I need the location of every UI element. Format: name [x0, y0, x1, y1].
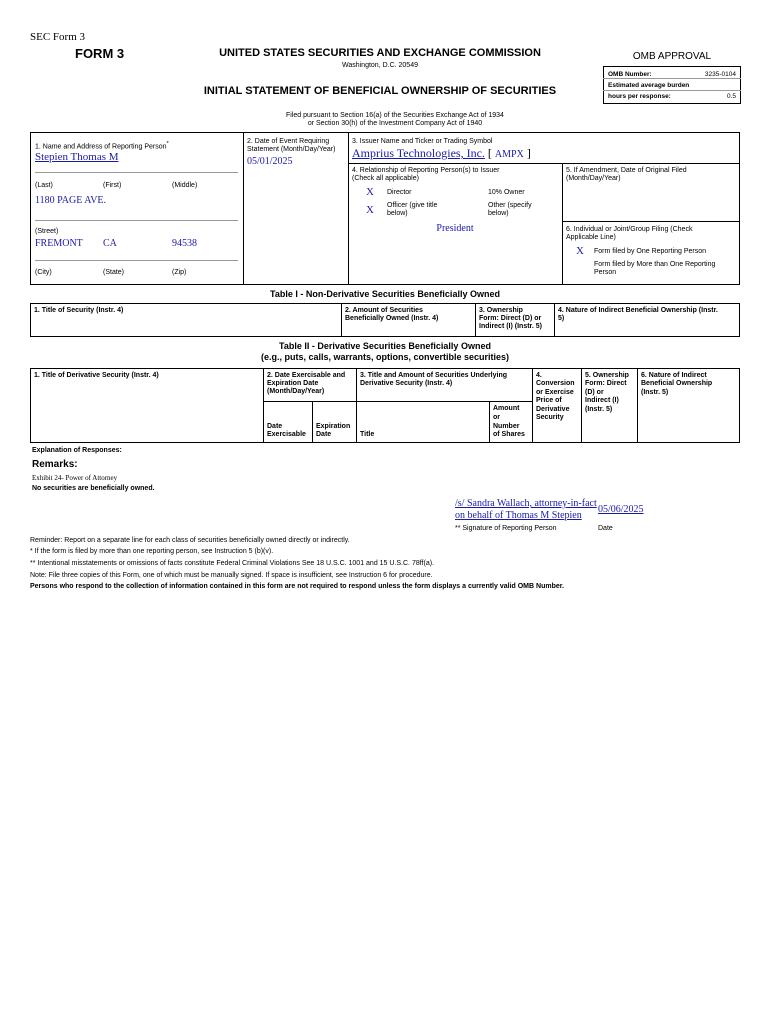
- table2-col-ownership-line1: 5. Ownership: [585, 372, 629, 379]
- first-label: (First): [103, 182, 122, 189]
- table2-col-amount-line2: or: [493, 414, 500, 421]
- table2-col-date-line1: 2. Date Exercisable and: [267, 372, 346, 379]
- table2-col-exercisable-line2: Exercisable: [267, 431, 306, 438]
- table2-col-ownership-line4: Indirect (I): [585, 397, 619, 404]
- city-label: (City): [35, 269, 52, 276]
- commission-title: UNITED STATES SECURITIES AND EXCHANGE COMMISSION: [219, 47, 541, 59]
- table2-col-conversion-line1: 4.: [536, 372, 542, 379]
- remarks-no-securities: No securities are beneficially owned.: [32, 485, 155, 492]
- explanation-of-responses: Explanation of Responses:: [32, 447, 122, 454]
- table1-col-nature-line1: 4. Nature of Indirect Beneficial Ownership (Instr.: [558, 307, 718, 314]
- table2-col-title: 1. Title of Derivative Security (Instr. 4): [34, 372, 159, 379]
- box3-label: 3. Issuer Name and Ticker or Trading Symbol: [352, 138, 493, 145]
- reporting-person-name-link[interactable]: Stepien Thomas M: [35, 151, 119, 163]
- zip-label: (Zip): [172, 269, 187, 276]
- table2-title-line1: Table II - Derivative Securities Beneficially Owned: [279, 341, 491, 351]
- filed-pursuant-line1: Filed pursuant to Section 16(a) of the Securities Exchange Act of 1934: [286, 112, 504, 119]
- box6-label-line2: Applicable Line): [566, 234, 616, 241]
- table1-col-nature-line2: 5): [558, 315, 565, 322]
- table1-col-ownership-line1: 3. Ownership: [479, 307, 523, 314]
- table1-col-title: 1. Title of Security (Instr. 4): [34, 307, 124, 314]
- footnote-criminal-violations: ** Intentional misstatements or omissions of facts constitute Federal Criminal Violations See 18 U.S.C. 1001 and 15 U.S.C. 78ff(a).: [30, 560, 434, 567]
- sec-form-label: SEC Form 3: [30, 31, 86, 43]
- table2-col-underlying-title: Title: [360, 431, 375, 438]
- issuer-name-link[interactable]: Amprius Technologies, Inc.: [352, 146, 485, 160]
- table1-col-amount-line1: 2. Amount of Securities: [345, 307, 423, 314]
- remarks-heading: Remarks:: [32, 459, 78, 470]
- officer-title-value: President: [436, 223, 474, 234]
- more-persons-label-line2: Person: [594, 269, 617, 276]
- table2-col-ownership-line2: Form: Direct: [585, 380, 627, 387]
- officer-label-line1: Officer (give title: [387, 202, 438, 209]
- table1-col-ownership-line3: Indirect (I) (Instr. 5): [479, 323, 543, 330]
- one-person-check-mark[interactable]: X: [576, 245, 584, 257]
- table2-col-conversion-line2: Conversion: [536, 380, 575, 387]
- event-date-value: 05/01/2025: [247, 156, 293, 167]
- table2-col-nature-line1: 6. Nature of Indirect: [641, 372, 707, 379]
- omb-disclaimer: Persons who respond to the collection of information contained in this form are not required to respond unless the form displays a currently valid OMB Number.: [30, 583, 565, 590]
- box5-label-line2: (Month/Day/Year): [566, 175, 621, 182]
- other-label-line1: Other (specify: [488, 202, 532, 209]
- box5-label-line1: 5. If Amendment, Date of Original Filed: [566, 167, 687, 174]
- omb-approval-box: [603, 66, 741, 104]
- reminder-note: Reminder: Report on a separate line for each class of securities beneficially owned directly or indirectly.: [30, 537, 350, 544]
- director-check-mark[interactable]: X: [366, 186, 374, 198]
- table2-title-line2: (e.g., puts, calls, warrants, options, convertible securities): [260, 352, 510, 362]
- issuer-name-ticker: Amprius Technologies, Inc. [ AMPX ]: [352, 146, 531, 160]
- table2-col-date-line3: (Month/Day/Year): [267, 388, 325, 395]
- omb-number-value: 3235-0104: [704, 71, 736, 78]
- footnote-file-copies: Note: File three copies of this Form, one of which must be manually signed. If space is insufficient, see Instruction 6 for procedure.: [30, 572, 433, 579]
- table2-col-amount-line3: Number: [493, 423, 520, 430]
- table2-col-ownership-line5: (Instr. 5): [585, 406, 613, 413]
- street-value: 1180 PAGE AVE.: [35, 195, 107, 206]
- omb-number-label: OMB Number:: [608, 71, 652, 78]
- box2-label-line2: Statement (Month/Day/Year): [247, 146, 336, 153]
- box2-label-line1: 2. Date of Event Requiring: [247, 138, 330, 145]
- state-value: CA: [103, 238, 117, 249]
- box4-label-line1: 4. Relationship of Reporting Person(s) to Issuer: [352, 167, 500, 174]
- table2-col-conversion-line4: Price of: [536, 397, 562, 404]
- signature-date: 05/06/2025: [598, 504, 644, 515]
- officer-label-line2: below): [387, 210, 408, 217]
- table2-col-nature-line2: Beneficial Ownership: [641, 380, 713, 387]
- table2-col-underlying-line1: 3. Title and Amount of Securities Underlying: [360, 372, 508, 379]
- table2-col-date-line2: Expiration Date: [267, 380, 319, 387]
- state-label: (State): [103, 269, 125, 276]
- table1-title: Table I - Non-Derivative Securities Beneficially Owned: [270, 289, 500, 299]
- officer-check-mark[interactable]: X: [366, 204, 374, 216]
- table2-col-nature-line3: (Instr. 5): [641, 389, 669, 396]
- table2-col-underlying-line2: Derivative Security (Instr. 4): [360, 380, 453, 387]
- director-label: Director: [387, 189, 412, 196]
- table2-col-conversion-line5: Derivative: [536, 406, 570, 413]
- remarks-exhibit: Exhibit 24- Power of Attorney: [32, 474, 118, 482]
- table1-col-ownership-line2: Form: Direct (D) or: [479, 315, 542, 322]
- omb-burden-label: Estimated average burden: [608, 82, 690, 89]
- box1-label: 1. Name and Address of Reporting Person*: [35, 141, 169, 151]
- middle-label: (Middle): [172, 182, 198, 189]
- omb-approval-title: OMB APPROVAL: [632, 51, 712, 62]
- footnote-multiple-persons: * If the form is filed by more than one reporting person, see Instruction 5 (b)(v).: [30, 548, 274, 555]
- table2-col-exercisable-line1: Date: [267, 423, 283, 430]
- table2-col-expiration-line1: Expiration: [316, 423, 351, 430]
- table2-col-amount-line1: Amount: [493, 405, 520, 412]
- table2-col-expiration-line2: Date: [316, 431, 332, 438]
- signature-label: ** Signature of Reporting Person: [455, 525, 557, 532]
- table2-col-ownership-line3: (D) or: [585, 389, 604, 396]
- last-label: (Last): [35, 182, 53, 189]
- omb-hours-label: hours per response:: [608, 93, 671, 100]
- city-value: FREMONT: [35, 238, 83, 249]
- other-label-line2: below): [488, 210, 509, 217]
- filed-pursuant-line2: or Section 30(h) of the Investment Company Act of 1940: [307, 120, 483, 127]
- date-label: Date: [598, 525, 613, 532]
- table2-col-conversion-line3: or Exercise: [536, 389, 574, 396]
- form-title: FORM 3: [75, 46, 125, 61]
- table2-col-conversion-line6: Security: [536, 414, 564, 421]
- ten-percent-owner-label: 10% Owner: [488, 189, 525, 196]
- statement-title: INITIAL STATEMENT OF BENEFICIAL OWNERSHIP OF SECURITIES: [203, 85, 557, 97]
- table1-col-amount-line2: Beneficially Owned (Instr. 4): [345, 315, 439, 322]
- box6-label-line1: 6. Individual or Joint/Group Filing (Check: [566, 226, 693, 233]
- street-label: (Street): [35, 228, 59, 235]
- zip-value: 94538: [172, 238, 197, 249]
- commission-city: Washington, D.C. 20549: [341, 62, 418, 69]
- one-person-label: Form filed by One Reporting Person: [594, 248, 707, 255]
- signature-link[interactable]: /s/ Sandra Wallach, attorney-in-fact on behalf of Thomas M Stepien: [455, 498, 597, 521]
- ticker-symbol: AMPX: [494, 149, 524, 160]
- omb-hours-value: 0.5: [726, 93, 736, 100]
- more-persons-label-line1: Form filed by More than One Reporting: [594, 261, 716, 268]
- box4-label-line2: (Check all applicable): [352, 175, 419, 182]
- table2-col-amount-line4: of Shares: [493, 431, 525, 438]
